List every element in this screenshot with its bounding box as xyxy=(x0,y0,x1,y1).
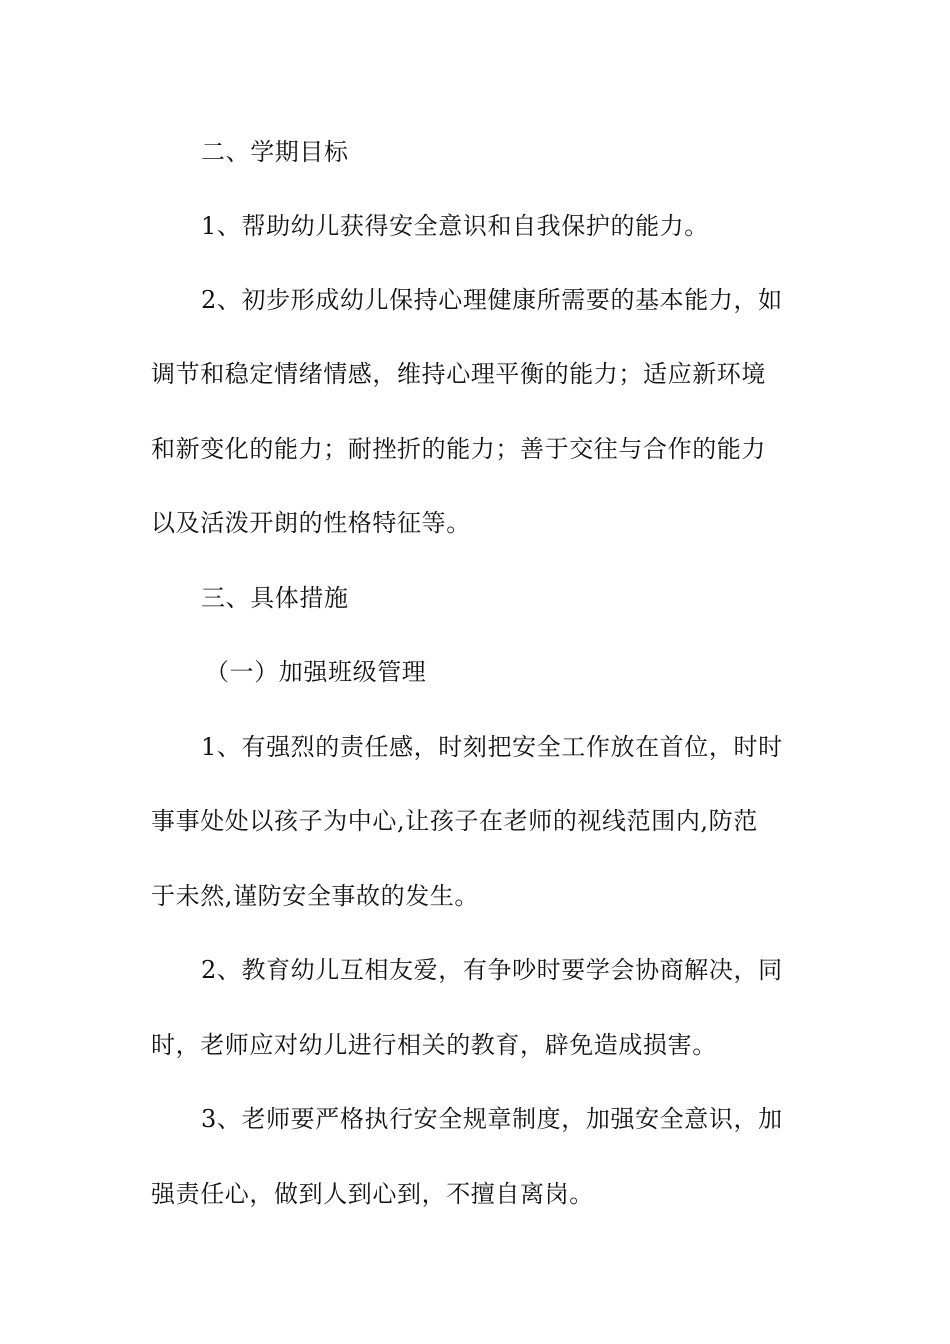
section-heading-goals: 二、学期目标 xyxy=(201,138,349,166)
subsection-heading: （一）加强班级管理 xyxy=(205,658,427,686)
paragraph-line: 3、老师要严格执行安全规章制度，加强安全意识，加 xyxy=(201,1105,783,1133)
paragraph-line: 和新变化的能力；耐挫折的能力；善于交往与合作的能力 xyxy=(151,435,766,463)
paragraph-line: 以及活泼开朗的性格特征等。 xyxy=(151,509,471,537)
paragraph-line: 事事处处以孩子为中心,让孩子在老师的视线范围内,防范 xyxy=(151,807,758,835)
paragraph-line: 1、有强烈的责任感，时刻把安全工作放在首位，时时 xyxy=(201,733,783,761)
paragraph-line: 2、教育幼儿互相友爱，有争吵时要学会协商解决，同 xyxy=(201,956,783,984)
section-heading-measures: 三、具体措施 xyxy=(201,584,349,612)
paragraph-line: 2、初步形成幼儿保持心理健康所需要的基本能力，如 xyxy=(201,286,783,314)
paragraph-line: 调节和稳定情绪情感，维持心理平衡的能力；适应新环境 xyxy=(151,360,766,388)
paragraph-line: 强责任心，做到人到心到，不擅自离岗。 xyxy=(151,1180,594,1208)
paragraph-line: 1、帮助幼儿获得安全意识和自我保护的能力。 xyxy=(201,212,709,240)
paragraph-line: 时，老师应对幼儿进行相关的教育，辟免造成损害。 xyxy=(151,1031,717,1059)
paragraph-line: 于未然,谨防安全事故的发生。 xyxy=(151,882,480,910)
